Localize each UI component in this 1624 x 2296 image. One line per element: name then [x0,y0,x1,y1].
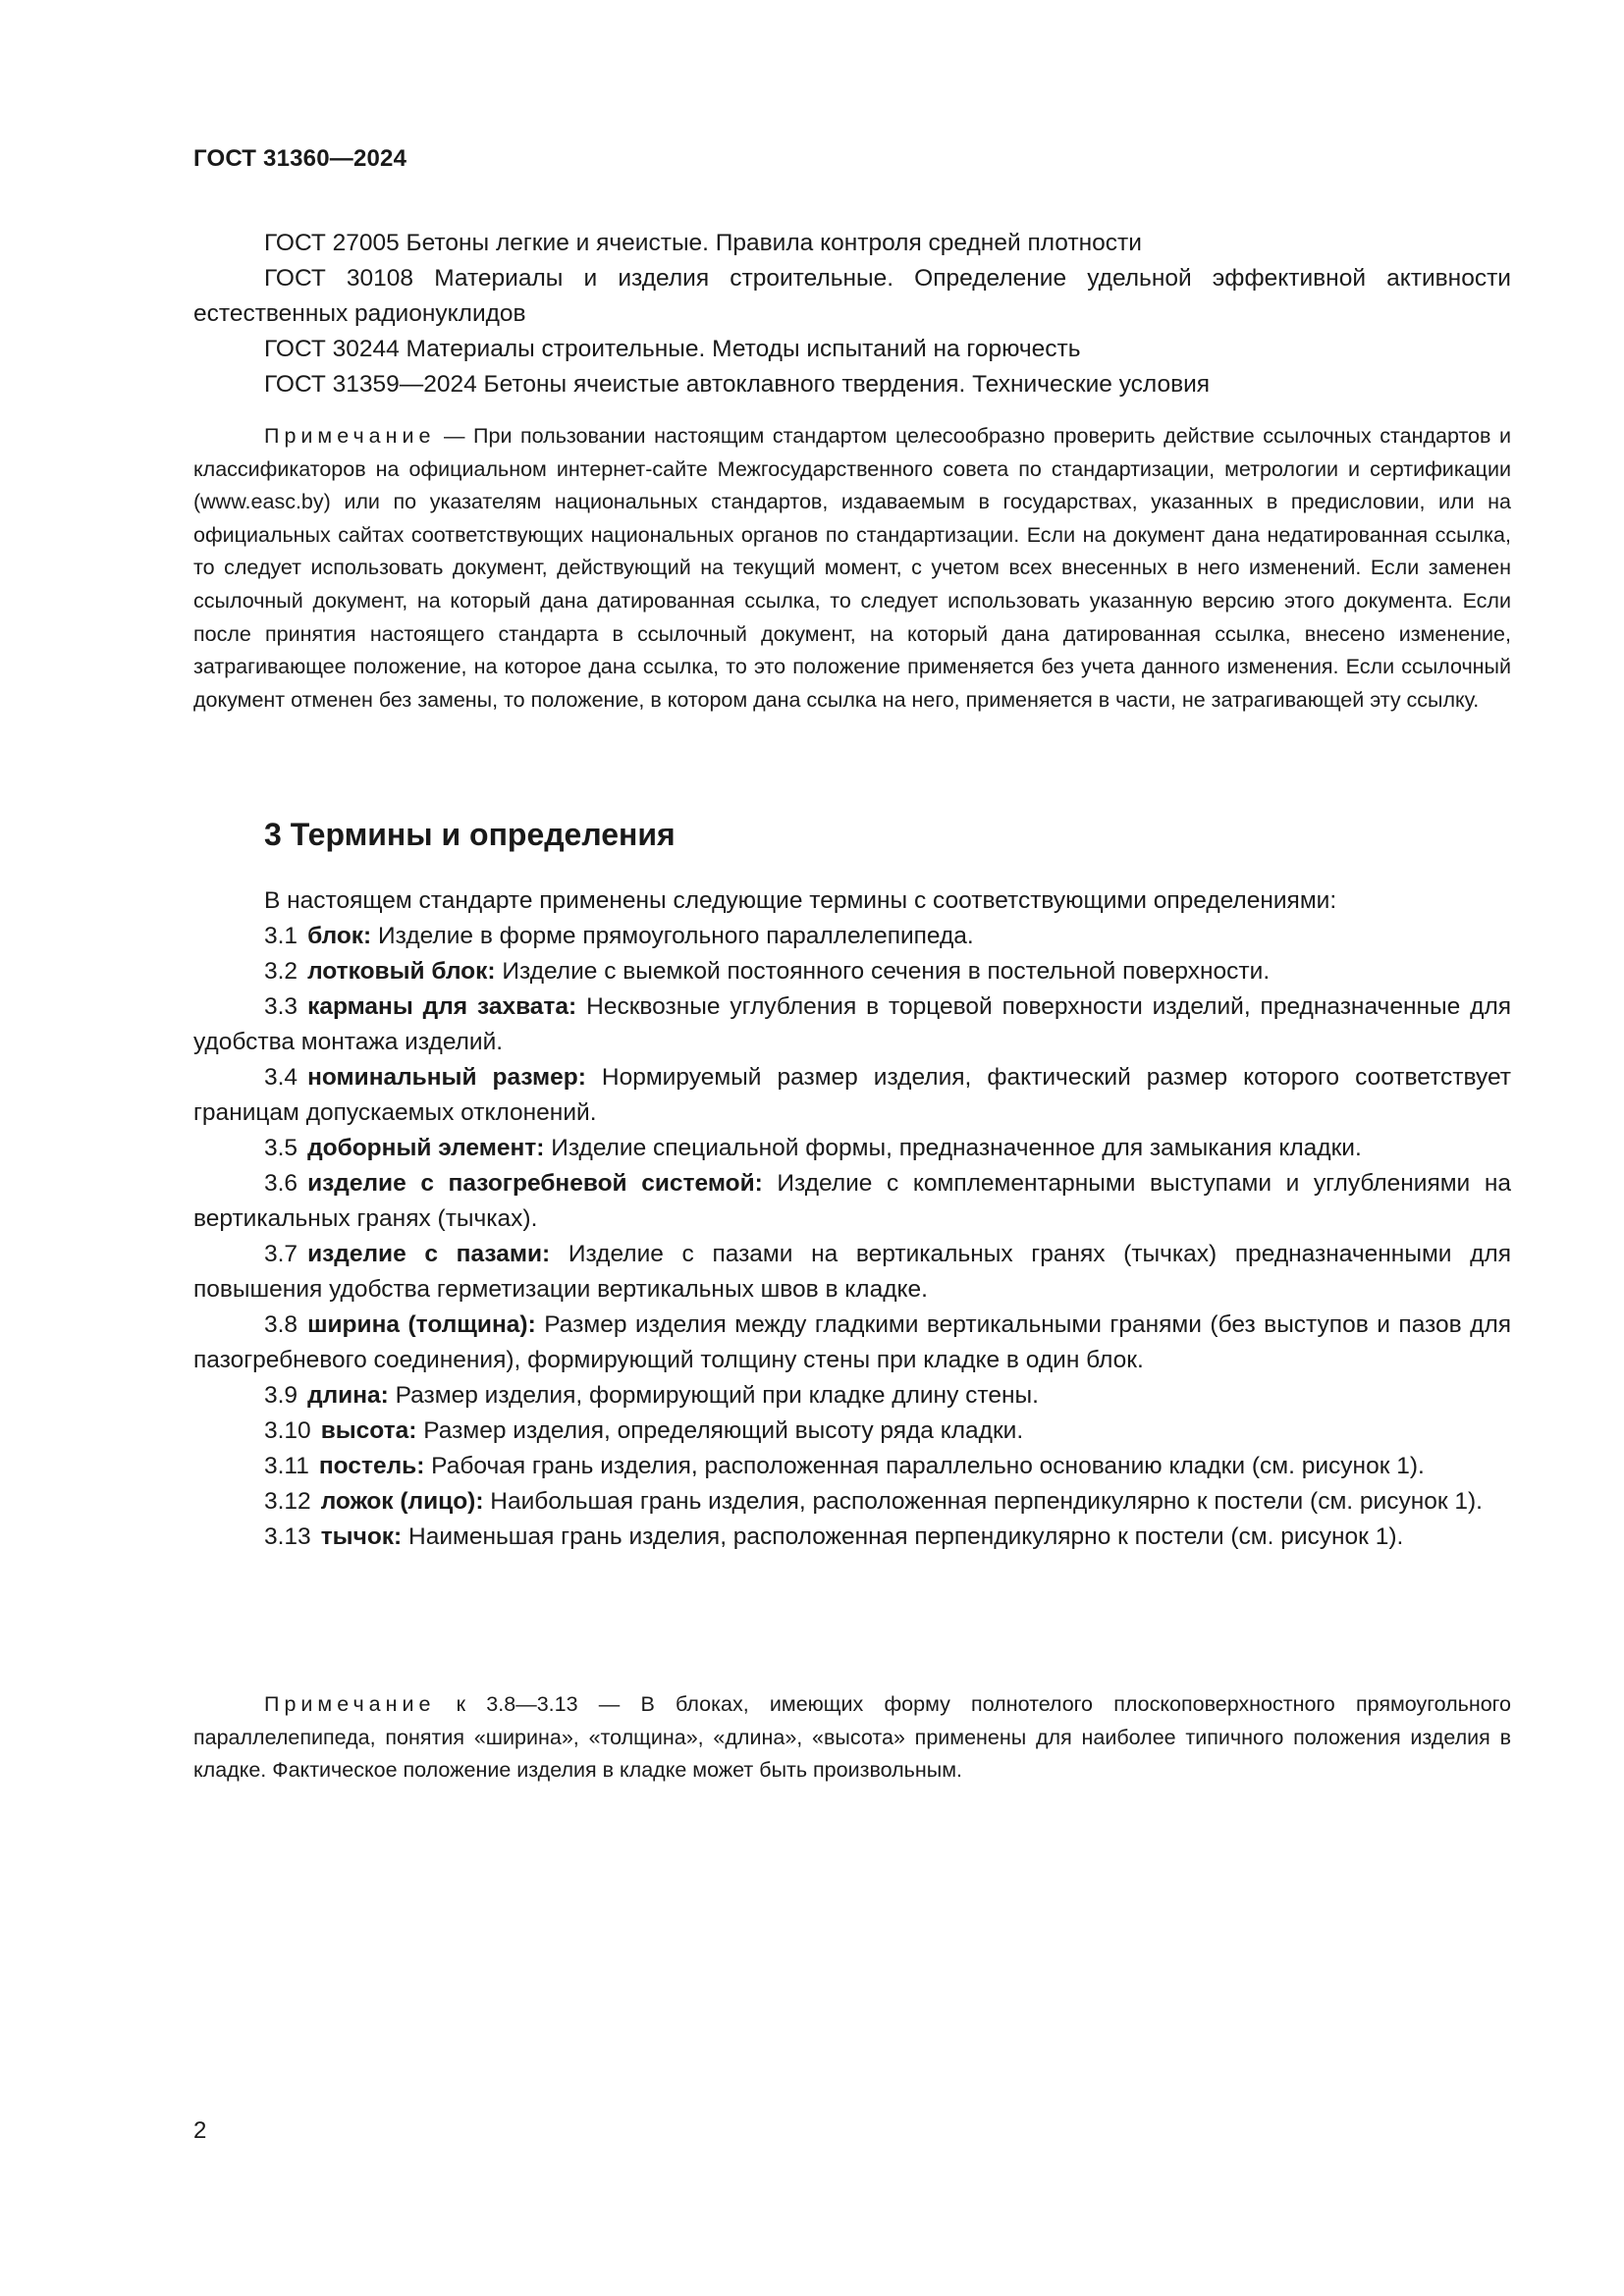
reference-item: ГОСТ 30108 Материалы и изделия строительные. Определение удельной эффективной активности естественных радионуклидов [193,265,1511,327]
term-number: 3.6 [264,1170,298,1197]
term-name: тычок: [320,1523,403,1550]
term-definition: Наибольшая грань изделия, расположенная перпендикулярно к постели (см. рисунок 1). [483,1488,1483,1515]
term-item [193,954,1511,989]
reference-item: ГОСТ 31359—2024 Бетоны ячеистые автоклавного твердения. Технические условия [264,371,1211,398]
term-item [193,1378,1511,1414]
term-item [193,1484,1511,1520]
term-item [193,919,1511,954]
term-name: лотковый блок: [307,958,496,985]
term-definition: Размер изделия, определяющий высоту ряда кладки. [416,1417,1024,1444]
term-number: 3.11 [264,1453,309,1479]
reference-item: ГОСТ 30244 Материалы строительные. Методы испытаний на горючесть [264,336,1081,362]
term-definition: Нормируемый размер изделия, фактический размер которого соответствует границам допускаемых отклонений. [193,1064,1511,1126]
term-name: доборный элемент: [307,1135,545,1161]
note-text: к 3.8—3.13 — В блоках, имеющих форму полнотелого плоскоповерхностного прямоугольного параллелепипеда, понятия «ширина», «толщина», «длина», «высота» применены для наиболее типичного положения изделия в кладке. Фактическое положение изделия в кладке может быть произвольным. [193,1692,1511,1783]
term-name: ложок (лицо): [320,1488,484,1515]
term-number: 3.12 [264,1488,311,1515]
terms-intro: В настоящем стандарте применены следующие термины с соответствующими определениями: [264,887,1337,914]
term-item [193,1520,1511,1555]
term-item [193,1237,1511,1308]
term-item [193,1308,1511,1378]
term-name: изделие с пазогребневой системой: [307,1170,763,1197]
normative-references-list [193,226,1511,402]
term-number: 3.8 [264,1311,298,1338]
term-number: 3.3 [264,993,298,1020]
running-header-doc-id: ГОСТ 31360—2024 [193,145,407,172]
term-definition: Несквозные углубления в торцевой поверхности изделий, предназначенные для удобства монтажа изделий. [193,993,1512,1055]
note-terms [193,1688,1511,1788]
term-number: 3.5 [264,1135,298,1161]
note-label: Примечание [264,424,436,448]
reference-item: ГОСТ 27005 Бетоны легкие и ячеистые. Правила контроля средней плотности [264,230,1142,256]
note-label: Примечание [264,1692,436,1716]
term-item [193,1414,1511,1449]
term-definition: Размер изделия между гладкими вертикальными гранями (без выступов и пазов для пазогребневого соединения), формирующий толщину стены при кладке в один блок. [193,1311,1512,1373]
term-name: длина: [307,1382,389,1409]
term-number: 3.9 [264,1382,298,1409]
note-text: — При пользовании настоящим стандартом целесообразно проверить действие ссылочных стандартов и классификаторов на официальном интернет-сайте Межгосударственного совета по стандартизации, метрологии и сертификации (www.easc.by) или по указателям национальных стандартов, издаваемым в государствах, указанных в предисловии, или на официальных сайтах соответствующих национальных органов по стандартизации. Если на документ дана недатированная ссылка, то следует использовать документ, действующий на текущий момент, с учетом всех внесенных в него изменений. Если заменен ссылочный документ, на который дана датированная ссылка, то следует использовать указанную версию этого документа. Если после принятия настоящего стандарта в ссылочный документ, на который дана датированная ссылка, внесено изменение, затрагивающее положение, на которое дана ссылка, то это положение применяется без учета данного изменения. Если ссылочный документ отменен без замены, то положение, в котором дана ссылка на него, применяется в части, не затрагивающей эту ссылку. [193,424,1511,712]
term-name: карманы для захвата: [307,993,577,1020]
term-name: изделие с пазами: [307,1241,551,1267]
term-number: 3.2 [264,958,298,985]
term-item [193,1449,1511,1484]
section-title: 3 Термины и определения [264,817,676,852]
term-definition: Изделие специальной формы, предназначенное для замыкания кладки. [544,1135,1362,1161]
term-number: 3.13 [264,1523,311,1550]
term-definition: Изделие с пазами на вертикальных гранях (тычках) предназначенными для повышения удобства герметизации вертикальных швов в кладке. [193,1241,1511,1303]
term-name: высота: [320,1417,417,1444]
page-number: 2 [193,2117,207,2144]
note-references [193,420,1511,717]
terms-list [193,883,1511,1555]
term-definition: Изделие в форме прямоугольного параллелепипеда. [371,923,974,949]
term-definition: Рабочая грань изделия, расположенная параллельно основанию кладки (см. рисунок 1). [424,1453,1425,1479]
term-item [193,1166,1511,1237]
term-number: 3.10 [264,1417,311,1444]
term-name: постель: [318,1453,425,1479]
term-item [193,1131,1511,1166]
term-definition: Изделие с выемкой постоянного сечения в постельной поверхности. [495,958,1271,985]
term-number: 3.7 [264,1241,298,1267]
term-name: номинальный размер: [307,1064,586,1091]
term-number: 3.4 [264,1064,298,1091]
term-name: ширина (толщина): [307,1311,536,1338]
term-item [193,989,1511,1060]
term-definition: Изделие с комплементарными выступами и углублениями на вертикальных гранях (тычках). [193,1170,1511,1232]
term-number: 3.1 [264,923,298,949]
term-item [193,1060,1511,1131]
term-name: блок: [307,923,372,949]
term-definition: Наименьшая грань изделия, расположенная перпендикулярно к постели (см. рисунок 1). [402,1523,1404,1550]
term-definition: Размер изделия, формирующий при кладке длину стены. [388,1382,1039,1409]
